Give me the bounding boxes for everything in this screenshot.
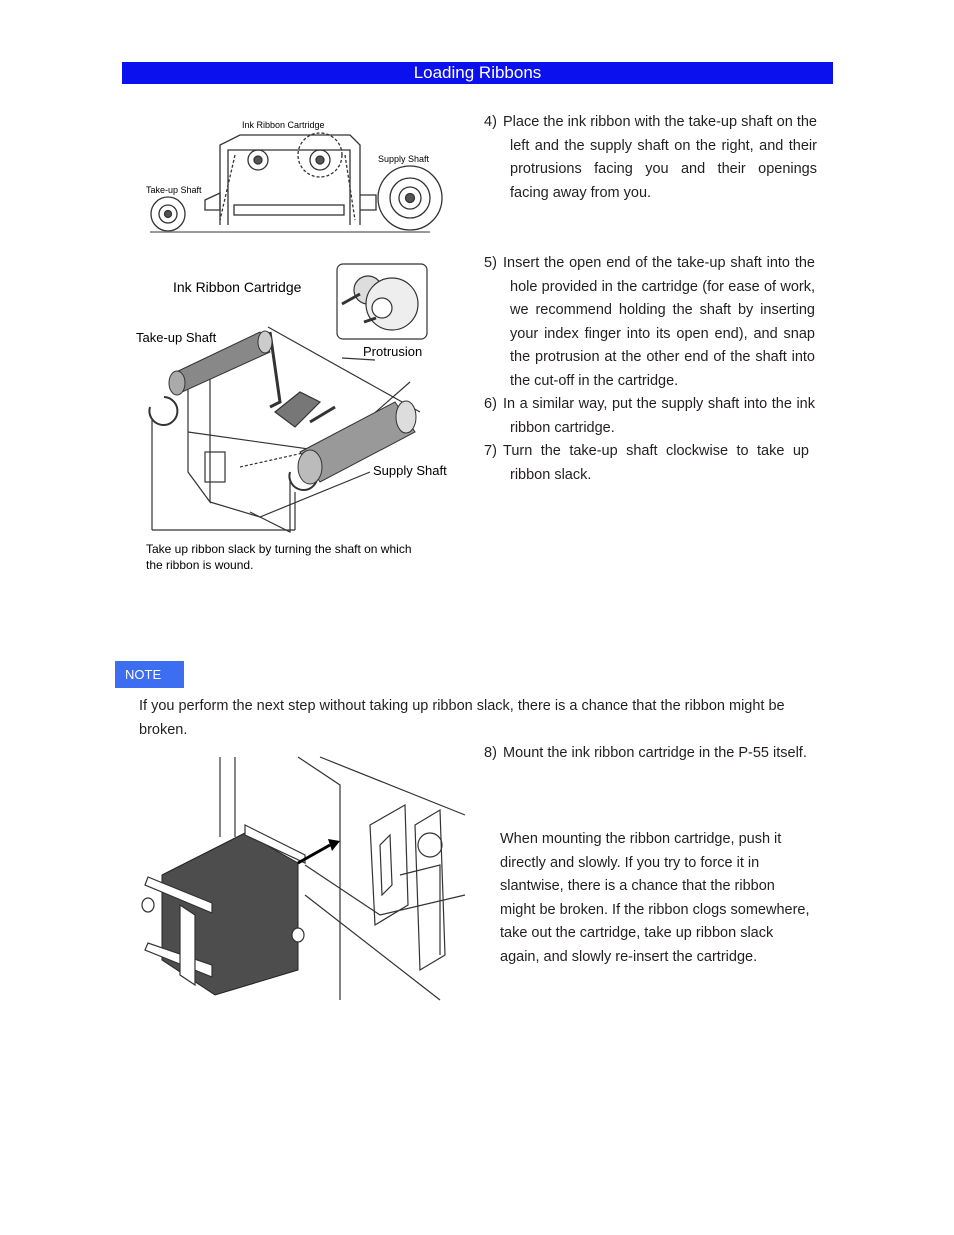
label-protrusion: Protrusion (363, 344, 423, 359)
mount-note: When mounting the ribbon cartridge, push it directly and slowly. If you try to force it in slantwise, there is a chance that the ribbon might be broken. If the ribbon clogs somewhere, take out the cartridge, take up ribbon slack again, and slowly re-insert the cartridge. (500, 831, 810, 965)
label-supply-shaft-2: Supply Shaft (373, 463, 447, 478)
step-number: 7) (484, 443, 497, 459)
note-badge: NOTE (115, 661, 184, 688)
step-number: 4) (484, 114, 497, 130)
step-8 (484, 742, 814, 766)
step-text: Turn the take-up shaft clockwise to take up ribbon slack. (503, 443, 809, 483)
figure-caption-line1: Take up ribbon slack by turning the shaft on which (146, 542, 412, 556)
figure-insert-shafts (130, 262, 470, 577)
step-number: 5) (484, 255, 497, 271)
step-number: 8) (484, 745, 497, 761)
label-supply-shaft: Supply Shaft (378, 154, 430, 164)
note-text: If you perform the next step without taking up ribbon slack, there is a chance that the ribbon might be broken. (139, 698, 785, 738)
step-5 (484, 252, 815, 393)
step-text: Place the ink ribbon with the take-up shaft on the left and the supply shaft on the right, and their protrusions facing you and their openings facing away from you. (503, 114, 817, 201)
step-6 (484, 393, 815, 440)
step-number: 6) (484, 396, 497, 412)
label-ink-ribbon-cartridge-2: Ink Ribbon Cartridge (173, 279, 302, 295)
step-text: In a similar way, put the supply shaft into the ink ribbon cartridge. (503, 396, 815, 436)
step-7 (484, 440, 809, 487)
label-takeup-shaft-2: Take-up Shaft (136, 330, 217, 345)
step-4 (484, 111, 817, 205)
figure-cartridge-shafts (140, 115, 450, 240)
step-text: Insert the open end of the take-up shaft into the hole provided in the cartridge (for ease of work, we recommend holding the shaft by inserting your index finger into its open end), and snap the protrusion at the other end of the shaft into the cut-off in the cartridge. (503, 255, 815, 389)
page-title: Loading Ribbons (122, 62, 833, 84)
figure-caption-line2: the ribbon is wound. (146, 558, 254, 572)
label-takeup-shaft: Take-up Shaft (146, 185, 202, 195)
figure-mount-cartridge (140, 755, 470, 1005)
step-text: Mount the ink ribbon cartridge in the P-55 itself. (503, 745, 807, 761)
label-ink-ribbon-cartridge: Ink Ribbon Cartridge (242, 120, 325, 130)
